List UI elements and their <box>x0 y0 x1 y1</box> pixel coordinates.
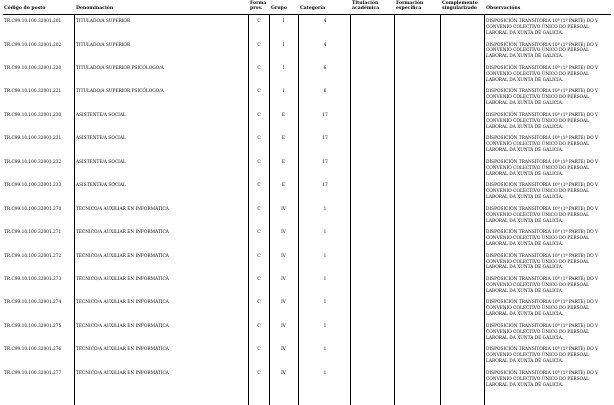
cell-forma-prov: C <box>257 112 261 118</box>
cell-categoria: 1 <box>323 347 327 353</box>
cell-denominacion: TÉCNICO/A AUXILIAR EN INFORMÁTICA <box>76 300 169 306</box>
cell-denominacion: ASISTENTE/A SOCIAL <box>76 112 126 118</box>
header-complemento <box>442 1 478 11</box>
cell-denominacion: TÉCNICO/A AUXILIAR EN INFORMÁTICA <box>76 323 169 329</box>
cell-codigo: TR.C99.10.100.32001.276 <box>4 347 62 353</box>
header-codigo: Código do posto <box>4 5 46 11</box>
header-denominacion: Denominación <box>76 5 114 11</box>
cell-denominacion: ASISTENTE/A SOCIAL <box>76 183 126 189</box>
cell-categoria: 17 <box>322 159 328 165</box>
cell-grupo: IV <box>281 370 286 376</box>
table-row <box>0 345 614 368</box>
table-row <box>0 181 614 204</box>
cell-observacions: DISPOSICIÓN TRANSITORIA 10ª (1ª PARTE) DO V CONVENIO COLECTIVO ÚNICO DO PERSOAL LABORAL DA XUNTA DE GALICIA. <box>486 277 599 294</box>
cell-observacions: DISPOSICIÓN TRANSITORIA 10ª (1ª PARTE) DO V CONVENIO COLECTIVO ÚNICO DO PERSOAL LABORAL DA XUNTA DE GALICIA. <box>486 112 599 130</box>
cell-forma-prov: C <box>257 323 261 329</box>
cell-forma-prov: C <box>257 42 261 48</box>
cell-forma-prov: C <box>257 89 261 95</box>
cell-codigo: TR.C99.10.100.32001.230 <box>4 112 62 118</box>
header-formacion-line1: Formación <box>396 0 424 6</box>
cell-observacions: DISPOSICIÓN TRANSITORIA 10ª (1ª PARTE) DO V CONVENIO COLECTIVO ÚNICO DO PERSOAL LABORAL DA XUNTA DE GALICIA. <box>486 253 599 271</box>
cell-observacions: DISPOSICIÓN TRANSITORIA 10ª (1ª PARTE) DO V CONVENIO COLECTIVO ÚNICO DO PERSOAL LABORAL DA XUNTA DE GALICIA. <box>486 19 599 36</box>
table-row <box>0 368 614 391</box>
table-row <box>0 157 614 180</box>
cell-forma-prov: C <box>257 230 261 236</box>
cell-observacions: DISPOSICIÓN TRANSITORIA 10ª (1ª PARTE) DO V CONVENIO COLECTIVO ÚNICO DO PERSOAL LABORAL DA XUNTA DE GALICIA. <box>486 65 599 83</box>
cell-categoria: 6 <box>323 65 327 71</box>
cell-codigo: TR.C99.10.100.32001.271 <box>4 230 62 236</box>
header-categoria: Categoría <box>300 5 326 11</box>
table-row <box>0 87 614 110</box>
cell-forma-prov: C <box>257 65 261 71</box>
cell-observacions: DISPOSICIÓN TRANSITORIA 10ª (1ª PARTE) DO V CONVENIO COLECTIVO ÚNICO DO PERSOAL LABORAL DA XUNTA DE GALICIA. <box>486 300 599 318</box>
cell-categoria: 1 <box>323 277 327 283</box>
cell-codigo: TR.C99.10.100.32001.233 <box>4 183 62 189</box>
cell-categoria: 17 <box>322 136 328 142</box>
cell-grupo: IV <box>281 300 286 306</box>
cell-denominacion: ASISTENTE/A SOCIAL <box>76 159 126 165</box>
cell-codigo: TR.C99.10.100.32001.277 <box>4 370 62 376</box>
table-row <box>0 251 614 274</box>
cell-codigo: TR.C99.10.100.32001.272 <box>4 253 62 259</box>
cell-categoria: 1 <box>323 370 327 376</box>
cell-codigo: TR.C99.10.100.32001.221 <box>4 89 62 95</box>
cell-categoria: 1 <box>323 300 327 306</box>
header-titulacion <box>352 1 379 11</box>
table-row <box>0 110 614 133</box>
cell-categoria: 17 <box>322 112 328 118</box>
cell-observacions: DISPOSICIÓN TRANSITORIA 10ª (1ª PARTE) DO V CONVENIO COLECTIVO ÚNICO DO PERSOAL LABORAL DA XUNTA DE GALICIA. <box>486 347 599 365</box>
cell-denominacion: TÉCNICO/A AUXILIAR EN INFORMÁTICA <box>76 347 169 353</box>
table-row <box>0 321 614 344</box>
cell-codigo: TR.C99.10.100.32001.202 <box>4 42 62 48</box>
cell-observacions: DISPOSICIÓN TRANSITORIA 10ª (1ª PARTE) DO V CONVENIO COLECTIVO ÚNICO DO PERSOAL LABORAL DA XUNTA DE GALICIA. <box>486 370 599 388</box>
header-complemento-line1: Complemento <box>442 0 478 6</box>
cell-grupo: I <box>282 19 285 25</box>
cell-grupo: E <box>281 183 286 189</box>
cell-grupo: E <box>281 136 286 142</box>
cell-forma-prov: C <box>257 300 261 306</box>
cell-denominacion: TITULADO/A SUPERIOR <box>76 42 131 48</box>
table-row <box>0 298 614 321</box>
cell-grupo: I <box>282 65 285 71</box>
header-forma-line1: Forma <box>250 0 267 6</box>
cell-codigo: TR.C99.10.100.32001.274 <box>4 300 62 306</box>
cell-observacions: DISPOSICIÓN TRANSITORIA 10ª (1ª PARTE) DO V CONVENIO COLECTIVO ÚNICO DO PERSOAL LABORAL DA XUNTA DE GALICIA. <box>486 230 599 247</box>
cell-observacions: DISPOSICIÓN TRANSITORIA 10ª (1ª PARTE) DO V CONVENIO COLECTIVO ÚNICO DO PERSOAL LABORAL DA XUNTA DE GALICIA. <box>486 323 599 341</box>
cell-categoria: 1 <box>323 253 327 259</box>
cell-grupo: I <box>282 42 285 48</box>
cell-categoria: 4 <box>323 42 327 48</box>
table-row <box>0 274 614 297</box>
cell-observacions: DISPOSICIÓN TRANSITORIA 10ª (1ª PARTE) DO V CONVENIO COLECTIVO ÚNICO DO PERSOAL LABORAL DA XUNTA DE GALICIA. <box>486 183 599 201</box>
cell-forma-prov: C <box>257 136 261 142</box>
cell-forma-prov: C <box>257 159 261 165</box>
cell-denominacion: ASISTENTE/A SOCIAL <box>76 136 126 142</box>
cell-categoria: 1 <box>323 206 327 212</box>
table-row <box>0 228 614 251</box>
cell-denominacion: TÉCNICO/A AUXILIAR EN INFORMÁTICA <box>76 370 169 376</box>
cell-grupo: IV <box>281 206 286 212</box>
table-row <box>0 17 614 40</box>
cell-forma-prov: C <box>257 253 261 259</box>
cell-grupo: IV <box>281 253 286 259</box>
header-titulacion-line1: Titulación <box>352 0 379 6</box>
cell-denominacion: TÉCNICO/A AUXILIAR EN INFORMÁTICA <box>76 253 169 259</box>
cell-forma-prov: C <box>257 347 261 353</box>
cell-codigo: TR.C99.10.100.32001.275 <box>4 323 62 329</box>
cell-grupo: E <box>281 159 286 165</box>
cell-forma-prov: C <box>257 183 261 189</box>
header-grupo: Grupo <box>271 5 287 11</box>
cell-observacions: DISPOSICIÓN TRANSITORIA 10ª (1ª PARTE) DO V CONVENIO COLECTIVO ÚNICO DO PERSOAL LABORAL DA XUNTA DE GALICIA. <box>486 136 599 154</box>
table-row <box>0 63 614 86</box>
cell-denominacion: TITULADO/A SUPERIOR <box>76 19 131 25</box>
cell-grupo: I <box>282 89 285 95</box>
cell-codigo: TR.C99.10.100.32001.270 <box>4 206 62 212</box>
cell-denominacion: TÉCNICO/A AUXILIAR EN INFORMÁTICA <box>76 277 169 283</box>
cell-codigo: TR.C99.10.100.32001.220 <box>4 65 62 71</box>
cell-observacions: DISPOSICIÓN TRANSITORIA 10ª (1ª PARTE) DO V CONVENIO COLECTIVO ÚNICO DO PERSOAL LABORAL DA XUNTA DE GALICIA. <box>486 89 599 107</box>
table-row <box>0 204 614 227</box>
cell-codigo: TR.C99.10.100.32001.232 <box>4 159 62 165</box>
cell-denominacion: TÉCNICO/A AUXILIAR EN INFORMÁTICA <box>76 206 169 212</box>
cell-grupo: IV <box>281 230 286 236</box>
header-forma-line2: prov. <box>250 5 263 11</box>
cell-grupo: E <box>281 112 286 118</box>
cell-categoria: 1 <box>323 323 327 329</box>
cell-codigo: TR.C99.10.100.32001.273 <box>4 277 62 283</box>
cell-forma-prov: C <box>257 277 261 283</box>
cell-denominacion: TITULADO/A SUPERIOR PSICÓLOGO/A <box>76 65 164 71</box>
cell-observacions: DISPOSICIÓN TRANSITORIA 10ª (1ª PARTE) DO V CONVENIO COLECTIVO ÚNICO DO PERSOAL LABORAL DA XUNTA DE GALICIA. <box>486 206 599 224</box>
cell-codigo: TR.C99.10.100.32001.201 <box>4 19 62 25</box>
header-divider <box>3 14 611 15</box>
header-formacion-line2: específica <box>396 5 422 11</box>
table-row <box>0 40 614 63</box>
cell-denominacion: TÉCNICO/A AUXILIAR EN INFORMÁTICA <box>76 230 169 236</box>
cell-categoria: 6 <box>323 89 327 95</box>
header-observacions: Observacións <box>486 5 521 11</box>
cell-grupo: IV <box>281 277 286 283</box>
cell-categoria: 4 <box>323 19 327 25</box>
cell-categoria: 1 <box>323 230 327 236</box>
header-titulacion-line2: académica <box>352 5 380 11</box>
cell-denominacion: TITULADO/A SUPERIOR PSICÓLOGO/A <box>76 89 164 95</box>
cell-grupo: IV <box>281 323 286 329</box>
cell-codigo: TR.C99.10.100.32001.231 <box>4 136 62 142</box>
cell-grupo: IV <box>281 347 286 353</box>
header-forma <box>250 1 266 11</box>
cell-forma-prov: C <box>257 206 261 212</box>
table-row <box>0 134 614 157</box>
cell-categoria: 17 <box>322 183 328 189</box>
cell-observacions: DISPOSICIÓN TRANSITORIA 10ª (1ª PARTE) DO V CONVENIO COLECTIVO ÚNICO DO PERSOAL LABORAL DA XUNTA DE GALICIA. <box>486 42 599 60</box>
cell-observacions: DISPOSICIÓN TRANSITORIA 10ª (1ª PARTE) DO V CONVENIO COLECTIVO ÚNICO DO PERSOAL LABORAL DA XUNTA DE GALICIA. <box>486 159 599 177</box>
cell-forma-prov: C <box>257 19 261 25</box>
cell-forma-prov: C <box>257 370 261 376</box>
header-formacion <box>396 1 423 11</box>
header-complemento-line2: singularizado <box>442 5 477 11</box>
